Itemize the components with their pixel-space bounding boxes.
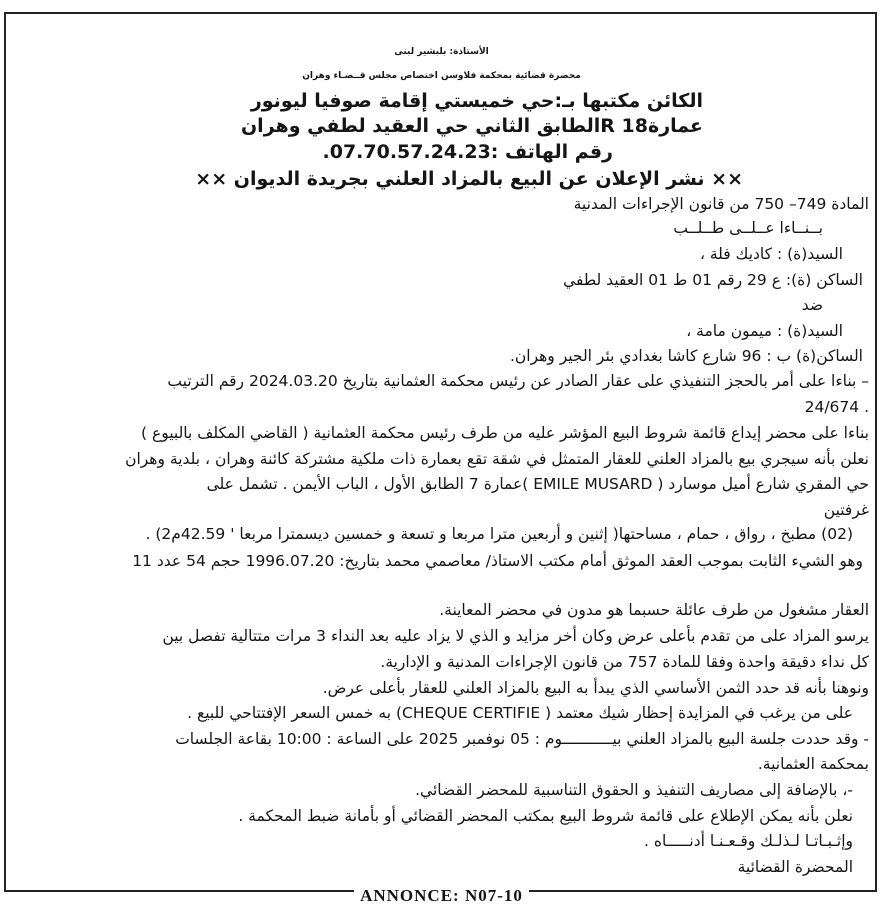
announce-line2: حي المقري شارع أميل موسارد ( EMILE MUSARD )عمارة 7 الطابق الأول ، الباب الأيمن . تشمل على <box>206 475 869 493</box>
base-price-note: ونوهنا بأنه قد حدد الثمن الأساسي الذي يبدأ به البيع بالمزاد العلني للعقار بأعلى عرض. <box>322 679 869 697</box>
against-label: ضد <box>801 296 823 314</box>
cheque-requirement: على من يرغب في المزايدة إحظار شيك معتمد ( CHEQUE CERTIFIE) به خمس السعر الإفتتاحي للبيع . <box>187 704 853 722</box>
award-rule-line2: كل نداء دقيقة واحدة وفقا للمادة 757 من قانون الإجراءات المدنية و الإدارية. <box>380 653 869 671</box>
announce-line1: نعلن بأنه سيجري بيع بالمزاد العلني للعقار المتمثل في شقة تقع بعمارة ذات ملكية مشتركة كائنة وهران ، بلدية وهران <box>125 450 869 468</box>
annonce-number: ANNONCE: N07-10 <box>354 886 529 905</box>
announce-line3: غرفتين <box>823 501 869 519</box>
debtor-name: السيد(ة) : ميمون مامة ، <box>686 322 843 340</box>
deed-reference: وهو الشيء الثابت بموجب العقد الموثق أمام مكتب الاستاذ/ معاصمي محمد بتاريخ: 1996.07.20 حجم 54 عدد 11 <box>132 552 863 570</box>
session-line1: - وقد حددت جلسة البيع بالمزاد العلني بيـــــــــــوم : 05 نوفمبر 2025 على الساعة : 10:00 بقاعة الجلسات <box>175 730 869 748</box>
award-rule-line1: يرسو المزاد على من تقدم بأعلى عرض وكان أخر مزايد و الذي لا يزاد عليه بعد النداء 3 مرات متتالية تفصل بين <box>162 627 869 645</box>
inspection-note: نعلن بأنه يمكن الإطلاع على قائمة شروط البيع بمكتب المحضر القضائي أو بأمانة ضبط المحكمة . <box>238 807 853 825</box>
debtor-address: الساكن(ة) ب : 96 شارع كاشا بغدادي بئر الجير وهران. <box>509 347 863 365</box>
session-line2: بمحكمة العثمانية. <box>757 755 869 773</box>
proof-line: وإثـبـاتـا لـذلـك وقـعـنـا أدنـــــاه . <box>644 832 853 850</box>
office-building: عمارة18 Rالطابق الثاني حي العقيد لطفي وهران <box>240 115 703 137</box>
claimant-address: الساكن (ة): ع 29 رقم 01 ط 01 العقيد لطفي <box>563 271 863 289</box>
occupancy-note: العقار مشغول من طرف عائلة حسبما هو مدون في محضر المعاينة. <box>439 601 869 619</box>
signature-label: المحضرة القضائية <box>737 858 853 876</box>
legal-article: المادة 749– 750 من قانون الإجراءات المدنية <box>573 195 869 213</box>
seizure-order-line2: 24/674 . <box>804 398 869 416</box>
notice-title: ×× نشر الإعلان عن البيع بالمزاد العلني بجريدة الديوان ×× <box>195 168 743 190</box>
seizure-order-line1: – بناءا على أمر بالحجز التنفيذي على عقار الصادر عن رئيس محكمة العثمانية بتاريخ 2024.03.20 رقم الترتيب <box>167 372 869 390</box>
deposit-paragraph: بناءا على محضر إيداع قائمة شروط البيع المؤشر عليه من طرف رئيس محكمة العثمانية ( القاضي المكلف بالبيوع ) <box>141 424 869 442</box>
request-line: بــنــاءا عــلــى طــلــب <box>673 219 823 237</box>
annonce-footer <box>0 886 883 908</box>
bailiff-name: الأستاذة: بلبشير لبنى <box>394 47 489 57</box>
rooms-description: (02) مطبخ ، رواق ، حمام ، مساحتها( إثنين و أربعين مترا مربعا و تسعة و خمسين ديسمترا مربعا ' 42.59م2) . <box>145 525 853 543</box>
bailiff-title: محضرة قضائية بمحكمة فلاوسن اختصاص مجلس قــضـاء وهران <box>302 71 581 81</box>
phone-number: رقم الهاتف :07.70.57.24.23. <box>322 141 613 163</box>
fees-note: -، بالإضافة إلى مصاريف التنفيذ و الحقوق التناسبية للمحضر القضائي. <box>415 781 853 799</box>
claimant-name: السيد(ة) : كاديك فلة ، <box>699 245 843 263</box>
office-address: الكائن مكتبها بـ:حي خميستي إقامة صوفيا ليونور <box>250 90 703 112</box>
